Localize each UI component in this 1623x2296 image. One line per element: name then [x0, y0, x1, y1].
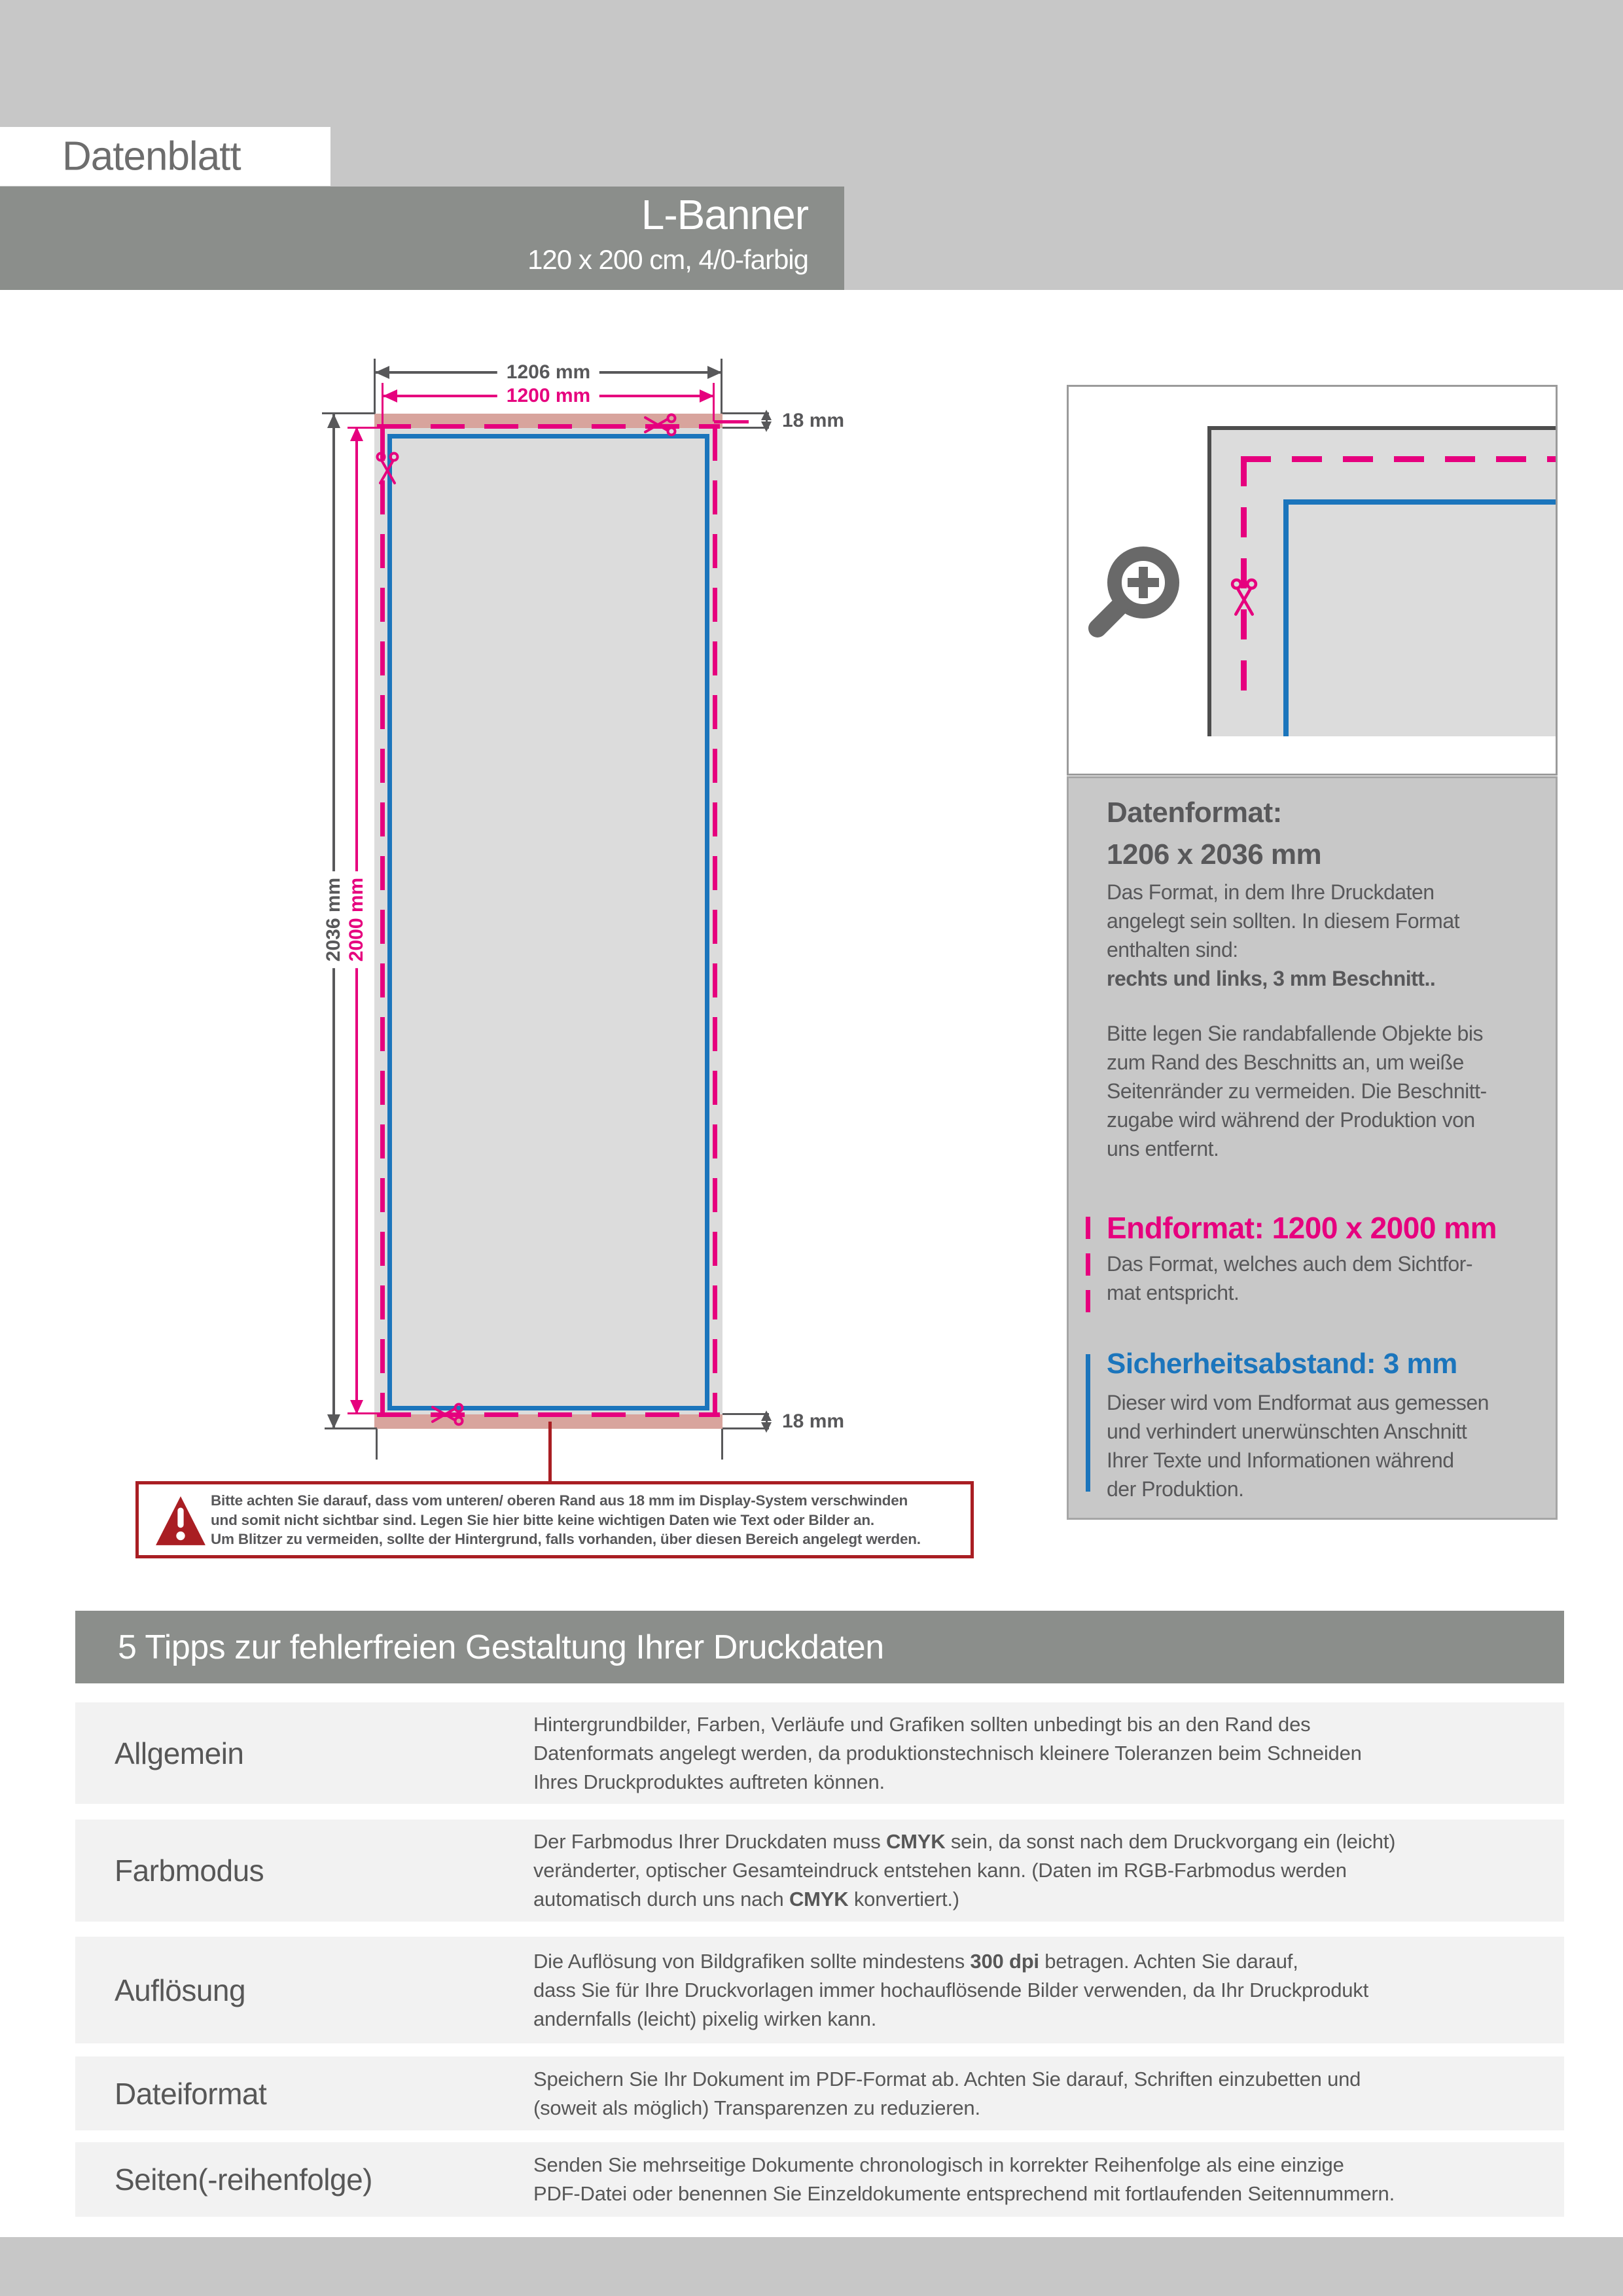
bleed-note-text: Bitte legen Sie randabfallende Objekte bis zum Rand des Beschnitts an, um weiße Seitenränder zu vermeiden. Die Beschnitt- zugabe wird während der Produktion von uns entfernt.	[1107, 1022, 1487, 1160]
detail-safety-line-h	[1283, 499, 1556, 505]
tip-label: Seiten(-reihenfolge)	[115, 2162, 373, 2197]
arrowhead-down-icon	[761, 1422, 772, 1433]
tip-row-farbmodus	[75, 1820, 1564, 1922]
scissors-icon	[376, 451, 399, 485]
scissors-icon	[1230, 577, 1258, 617]
trim-line-left	[380, 427, 385, 1414]
datenformat-title: Datenformat:	[1107, 797, 1282, 829]
tip-row-dateiformat	[75, 2056, 1564, 2130]
dim-height-inner-label: 2000 mm	[344, 871, 369, 968]
bleed-bottom-label: 18 mm	[782, 1410, 845, 1432]
arrowhead-down-icon	[350, 1400, 363, 1414]
footer-band	[0, 2237, 1623, 2296]
warning-box	[135, 1481, 974, 1558]
arrowhead-up-icon	[327, 414, 340, 428]
safety-title: Sicherheitsabstand: 3 mm	[1107, 1348, 1457, 1380]
arrowhead-left-icon	[383, 389, 397, 403]
datenformat-text: Das Format, in dem Ihre Druckdaten angelegt sein sollten. In diesem Format enthalten sind:	[1107, 880, 1460, 961]
warning-triangle-icon	[154, 1494, 207, 1549]
dim-width-inner-label: 1200 mm	[497, 384, 599, 408]
format-info-box	[1067, 776, 1558, 1520]
trim-pointer-line	[714, 420, 749, 423]
tip-row-allgemein	[75, 1702, 1564, 1804]
tip-label: Auflösung	[115, 1973, 246, 2007]
warning-text: Bitte achten Sie darauf, dass vom unteren/ oberen Rand aus 18 mm im Display-System verschwinden und somit nicht sichtbar sind. Legen Sie hier bitte keine wichtigen Daten wie Text oder Bilder an. Um Blitzer zu vermeiden, sollte der Hintergrund, falls vorhanden, über diesen Bereich angelegt werden.	[211, 1492, 921, 1547]
arrowhead-up-icon	[761, 1410, 772, 1421]
dim-height-outer-label: 2036 mm	[321, 871, 346, 968]
tips-heading: 5 Tipps zur fehlerfreien Gestaltung Ihrer Druckdaten	[118, 1628, 884, 1666]
tip-row-aufloesung	[75, 1937, 1564, 2043]
page-title-box	[0, 127, 330, 186]
detail-safety-line-v	[1283, 499, 1289, 736]
detail-edge-left	[1207, 426, 1211, 736]
trim-line-right	[713, 427, 717, 1414]
ext-line-bottom-right	[721, 1429, 723, 1460]
arrowhead-left-icon	[375, 366, 389, 379]
magnifier-icon	[1088, 541, 1186, 645]
detail-trim-line-h	[1241, 456, 1556, 462]
product-spec: 120 x 200 cm, 4/0-farbig	[527, 244, 808, 275]
warning-connector-line	[548, 1422, 552, 1484]
bleed-top-label: 18 mm	[782, 410, 845, 431]
tips-heading-banner	[75, 1611, 1564, 1683]
zoom-detail-box	[1067, 385, 1558, 776]
ext-line-bottom-left	[376, 1429, 378, 1460]
endformat-text: Das Format, welches auch dem Sichtfor- mat entspricht.	[1107, 1252, 1472, 1304]
arrowhead-down-icon	[761, 422, 772, 432]
detail-banner-area	[1207, 429, 1556, 736]
arrowhead-right-icon	[707, 366, 722, 379]
arrowhead-right-icon	[700, 389, 714, 403]
tip-text: Der Farbmodus Ihrer Druckdaten muss CMYK sein, da sonst nach dem Druckvorgang ein (leicht) veränderter, optischer Gesamteindruck entstehen kann. (Daten im RGB-Farbmodus werden automatisch durch uns nach CMYK konvertiert.)	[533, 1830, 1396, 1910]
safety-marker-line	[1086, 1354, 1090, 1492]
product-name: L-Banner	[641, 191, 808, 238]
dim-width-outer-label: 1206 mm	[497, 360, 599, 385]
arrowhead-up-icon	[761, 410, 772, 420]
tip-label: Dateiformat	[115, 2076, 267, 2111]
datenformat-size: 1206 x 2036 mm	[1107, 838, 1322, 870]
scissors-icon	[643, 413, 677, 437]
tip-text: Speichern Sie Ihr Dokument im PDF-Format ab. Achten Sie darauf, Schriften einzubetten und (soweit als möglich) Transparenzen zu reduzieren.	[533, 2067, 1361, 2119]
endformat-title: Endformat: 1200 x 2000 mm	[1107, 1211, 1497, 1245]
product-banner	[0, 187, 844, 290]
tip-text: Die Auflösung von Bildgrafiken sollte mindestens 300 dpi betragen. Achten Sie darauf, dass Sie für Ihre Druckvorlagen immer hochauflösende Bilder verwenden, da Ihr Druckprodukt andernfalls (leicht) pixelig wirken kann.	[533, 1949, 1369, 2030]
page-title: Datenblatt	[62, 134, 241, 179]
tip-text: Hintergrundbilder, Farben, Verläufe und Grafiken sollten unbedingt bis an den Rand des Datenformats angelegt werden, da produktionstechnisch kleinere Toleranzen beim Schneiden Ihres Druckproduktes auftreten können.	[533, 1712, 1362, 1793]
detail-edge-top	[1207, 426, 1556, 430]
tip-row-seitenreihenfolge	[75, 2142, 1564, 2217]
bleed-spec-text: rechts und links, 3 mm Beschnitt..	[1107, 967, 1436, 990]
tip-text: Senden Sie mehrseitige Dokumente chronologisch in korrekter Reihenfolge als eine einzige PDF-Datei oder benennen Sie Einzeldokumente entsprechend mit fortlaufenden Seitennummern.	[533, 2153, 1395, 2205]
arrowhead-down-icon	[327, 1414, 340, 1429]
trim-line-bottom	[377, 1412, 720, 1417]
scissors-icon	[431, 1403, 465, 1426]
arrowhead-up-icon	[350, 427, 363, 441]
tip-label: Farbmodus	[115, 1854, 264, 1888]
endformat-marker-line	[1086, 1217, 1090, 1312]
tip-label: Allgemein	[115, 1736, 244, 1770]
safety-text: Dieser wird vom Endformat aus gemessen und verhindert unerwünschten Anschnitt Ihrer Texte und Informationen während der Produktion.	[1107, 1391, 1489, 1501]
safety-margin-rect	[387, 434, 709, 1410]
